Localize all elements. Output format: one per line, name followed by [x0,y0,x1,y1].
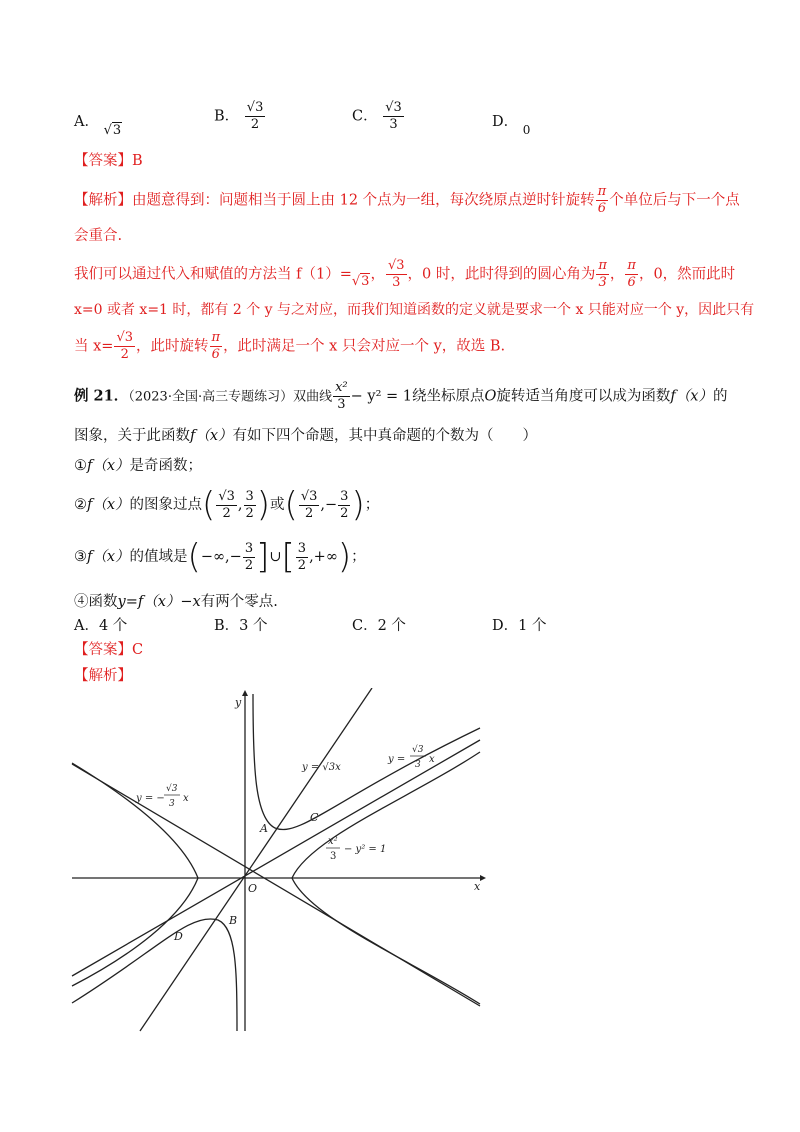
rotated-graph-upper [253,694,480,830]
hyperbola-figure [70,688,490,1033]
hyperbola-label-den: 3 [330,851,337,862]
asymptote-positive [72,740,480,976]
hyperbola-left-branch [72,763,198,986]
asymptote-neg-label-a: y = − [136,793,165,804]
option-b: B． $\frac{√3}{2}$ [214,100,264,132]
q21-prop-1: ①f（x）是奇函数； [74,458,203,474]
axis-x-label: x [474,880,481,893]
line-sqrt3x [140,688,372,1031]
point-a-label: A [260,822,268,835]
asymptote-negative [72,764,480,1006]
asymptote-pos-label-num: √3 [412,745,424,755]
option-a: A． √3 [74,114,122,138]
hyperbola-label-rest: − y² = 1 [344,844,387,855]
q21-prop-4: ④函数y=f（x）−x有两个零点. [74,594,278,610]
hyperbola-label-num: x² [328,836,338,847]
analysis-q20-line4: x=0 或者 x=1 时，都有 2 个 y 与之对应，而我们知道函数的定义就是要求一个 x 只能对应一个 y，因此只有 [74,302,755,318]
analysis-q20-line1: 【解析】由题意得到：问题相当于圆上由 12 个点为一组，每次绕原点逆时针旋转 $\frac{\pi}{6}$ 个单位后与下一个点 [74,184,740,216]
option-d: D． $_0$ [492,114,531,137]
origin-label: O [248,882,258,895]
analysis-q21: 【解析】 [74,668,132,684]
asymptote-pos-label-a: y = [388,754,406,765]
option-c: C． $\frac{√3}{3}$ [352,100,402,132]
asymptote-neg-label-num: √3 [166,784,178,794]
axis-y-label: y [235,696,242,709]
point-d-label: D [174,930,183,943]
q21-option-d: D．1 个 [492,618,547,634]
q21-option-c: C．2 个 [352,618,406,634]
point-b-label: B [229,914,238,927]
q21-prop-3: ③f（x）的值域是(−∞,− $\frac{3}{2}$ ]∪[ $\frac{3}{2}$ ,+∞)； [74,537,366,577]
q21-option-a: A．4 个 [74,618,128,634]
q21-option-b: B．3 个 [214,618,268,634]
q21-stem-line2: 图象，关于此函数f（x）有如下四个命题，其中真命题的个数为（ ） [74,428,538,444]
q21-prop-2: ②f（x）的图象过点( $\frac{√3}{2}$ , $\frac{3}{2}$ )或( $\frac{√3}{2}$ ,− $\frac{3}{2}$ )； [74,485,380,525]
answer-q20: 【答案】B [74,153,143,169]
rotated-graph-lower [72,919,237,1031]
analysis-q20-line2: 会重合. [74,228,123,244]
q21-stem-line1: 例 21．（2023·全国·高三专题练习）双曲线 $\frac{\text{x²}}{3}$ − y² = 1绕坐标原点O旋转适当角度可以成为函数f（x）的 [74,380,728,412]
analysis-q20-line5: 当 x= $\frac{√3}{2}$ ，此时旋转 $\frac{\pi}{6}$ ，此时满足一个 x 只会对应一个 y，故选 B. [74,330,506,362]
asymptote-pos-label-b: x [429,754,435,765]
y-axis-arrow [242,690,248,696]
x-axis-arrow [480,875,486,881]
asymptote-pos-label-den: 3 [415,760,421,770]
asymptote-neg-label-b: x [183,793,189,804]
answer-q21: 【答案】C [74,642,144,658]
line-sqrt3x-label: y = √3x [302,762,341,773]
asymptote-neg-label-den: 3 [169,799,175,809]
analysis-q20-line3: 我们可以通过代入和赋值的方法当 f（1）=√3， $\frac{√3}{3}$ ，0 时，此时得到的圆心角为 $\frac{\pi}{3}$ ， $\frac{\pi}{6}$ ，0，然而此时 [74,258,736,290]
point-c-label: C [310,811,319,824]
